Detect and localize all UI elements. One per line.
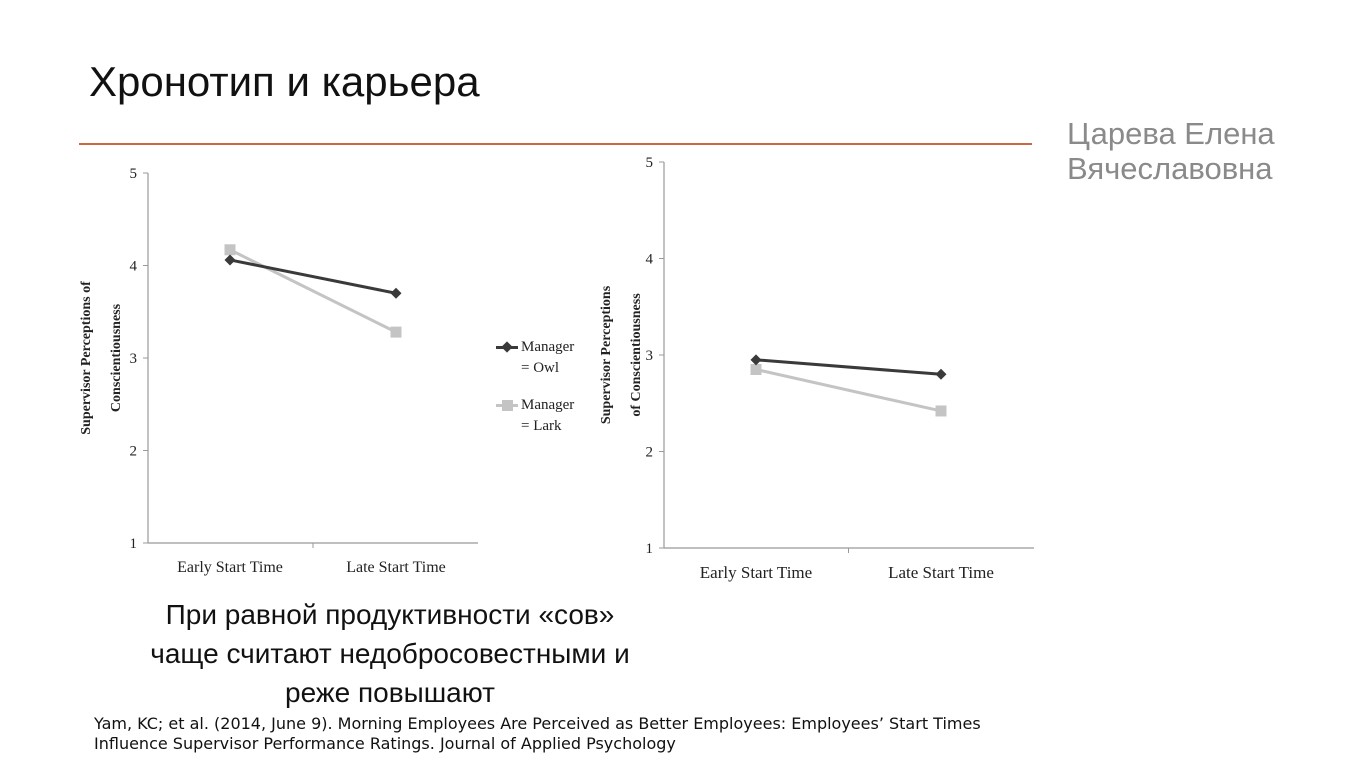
author-name-line2: Вячеславовна xyxy=(1067,151,1273,186)
y-tick-label: 5 xyxy=(129,166,137,182)
caption-line3: реже повышают xyxy=(285,677,495,708)
legend-item-lark xyxy=(494,395,604,453)
y-axis-label-line2: of Conscientiousness xyxy=(629,293,644,417)
x-tick-label: Late Start Time xyxy=(346,559,446,576)
legend-owl-label-line2: = Owl xyxy=(521,360,560,376)
series-line-owl xyxy=(230,260,396,293)
data-point-owl xyxy=(751,354,762,365)
data-point-lark xyxy=(936,405,947,416)
y-tick-label: 3 xyxy=(129,351,137,367)
legend-lark-label-line2: = Lark xyxy=(521,418,562,434)
y-tick-label: 2 xyxy=(645,444,653,461)
data-point-owl xyxy=(391,288,402,299)
y-tick-label: 1 xyxy=(645,541,653,557)
data-point-lark xyxy=(751,364,762,375)
series-line-lark xyxy=(230,250,396,332)
author-name-line1: Царева Елена xyxy=(1067,116,1275,151)
series-line-owl xyxy=(756,360,941,374)
caption xyxy=(90,595,690,712)
legend-item-owl xyxy=(494,337,604,395)
legend-lark-label-line1: Manager xyxy=(521,397,575,413)
legend-owl-label-line1: Manager xyxy=(521,339,575,355)
citation-line2: Influence Supervisor Performance Ratings. Journal of Applied Psychology xyxy=(94,734,676,753)
chart-left xyxy=(80,160,490,590)
citation-line1: Yam, KC; et al. (2014, June 9). Morning Employees Are Perceived as Better Employees: Employees’ Start Times xyxy=(94,714,981,733)
author-name xyxy=(1067,116,1275,186)
caption-line2: чаще считают недобросовестными и xyxy=(150,638,630,669)
y-axis-label-line1: Supervisor Perceptions of xyxy=(79,281,94,435)
legend-owl-diamond-icon xyxy=(501,341,512,352)
y-tick-label: 4 xyxy=(129,258,137,275)
x-tick-label: Early Start Time xyxy=(699,563,813,582)
chart-right xyxy=(600,150,1040,590)
y-tick-label: 3 xyxy=(645,348,653,364)
data-point-lark xyxy=(391,327,402,338)
data-point-owl xyxy=(225,254,236,265)
series-line-lark xyxy=(756,369,941,410)
citation xyxy=(94,714,1094,754)
x-tick-label: Early Start Time xyxy=(177,559,283,576)
chart-legend xyxy=(494,337,604,453)
legend-lark-square-icon xyxy=(502,400,513,411)
slide-title: Хронотип и карьера xyxy=(89,58,480,105)
y-tick-label: 4 xyxy=(645,251,653,268)
title-divider xyxy=(79,143,1032,145)
y-axis-label-line2: Conscientiousness xyxy=(109,303,124,413)
y-tick-label: 1 xyxy=(129,536,137,552)
y-tick-label: 2 xyxy=(129,443,137,460)
x-tick-label: Late Start Time xyxy=(888,563,994,582)
data-point-owl xyxy=(936,369,947,380)
caption-line1: При равной продуктивности «сов» xyxy=(165,599,615,630)
data-point-lark xyxy=(225,244,236,255)
y-tick-label: 5 xyxy=(645,155,653,171)
y-axis-label-line1: Supervisor Perceptions xyxy=(599,285,614,425)
